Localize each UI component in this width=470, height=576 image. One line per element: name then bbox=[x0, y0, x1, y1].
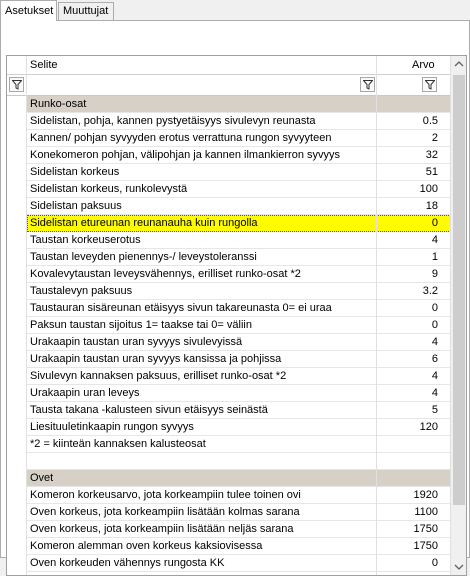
table-row[interactable] bbox=[7, 368, 450, 385]
setting-value[interactable]: 51 bbox=[425, 166, 438, 178]
table-row[interactable] bbox=[7, 402, 450, 419]
table-row[interactable] bbox=[7, 198, 450, 215]
row-indicator bbox=[7, 164, 26, 181]
column-header-arvo[interactable]: Arvo bbox=[412, 59, 435, 71]
setting-value[interactable] bbox=[377, 453, 438, 469]
settings-grid bbox=[6, 55, 467, 576]
table-row[interactable] bbox=[7, 283, 450, 300]
table-row[interactable] bbox=[7, 436, 450, 453]
setting-description: Urakaapin taustan uran syvyys kansissa ja pohjissa bbox=[30, 353, 282, 365]
funnel-icon bbox=[363, 80, 373, 90]
vertical-scrollbar[interactable] bbox=[450, 56, 467, 575]
grid-header bbox=[7, 56, 450, 75]
row-indicator bbox=[7, 521, 26, 538]
row-indicator bbox=[7, 453, 26, 470]
setting-description bbox=[30, 453, 375, 469]
setting-value[interactable]: 1750 bbox=[413, 523, 438, 535]
setting-value[interactable]: 0 bbox=[431, 319, 438, 331]
row-indicator bbox=[7, 487, 26, 504]
row-indicator bbox=[7, 215, 26, 232]
table-row[interactable] bbox=[7, 419, 450, 436]
setting-value[interactable]: 0 bbox=[431, 557, 438, 569]
setting-value[interactable]: 3.2 bbox=[422, 285, 438, 297]
setting-value[interactable]: 0.5 bbox=[422, 115, 438, 127]
row-indicator bbox=[7, 402, 26, 419]
setting-description: Oven korkeus, jota korkeampiin lisätään neljäs sarana bbox=[30, 523, 294, 535]
settings-panel bbox=[0, 20, 470, 569]
setting-value[interactable]: 1100 bbox=[414, 506, 438, 518]
setting-description: Sivulevyn kannaksen paksuus, erilliset runko-osat *2 bbox=[30, 370, 287, 382]
grid-rows bbox=[7, 96, 450, 572]
table-row[interactable] bbox=[7, 266, 450, 283]
row-filter-button[interactable] bbox=[9, 77, 24, 92]
setting-description: Sidelistan, pohja, kannen pystyetäisyys sivulevyn reunasta bbox=[30, 115, 316, 127]
setting-value[interactable]: 5 bbox=[431, 404, 438, 416]
funnel-icon bbox=[12, 80, 22, 90]
group-title: Ovet bbox=[30, 472, 54, 484]
group-title: Runko-osat bbox=[30, 98, 87, 110]
table-row[interactable] bbox=[7, 181, 450, 198]
tab-bar bbox=[0, 0, 470, 21]
row-indicator bbox=[7, 249, 26, 266]
table-row[interactable] bbox=[7, 317, 450, 334]
table-row[interactable] bbox=[7, 334, 450, 351]
table-row[interactable] bbox=[7, 249, 450, 266]
table-row[interactable] bbox=[7, 521, 450, 538]
setting-description: Taustan korkeuserotus bbox=[30, 234, 141, 246]
column-header-selite[interactable]: Selite bbox=[30, 59, 58, 71]
setting-value[interactable]: 100 bbox=[419, 183, 438, 195]
setting-value[interactable] bbox=[377, 436, 438, 452]
table-row[interactable] bbox=[7, 300, 450, 317]
table-row[interactable] bbox=[7, 113, 450, 130]
chevron-up-icon bbox=[451, 56, 467, 73]
setting-description: Taustalevyn paksuus bbox=[30, 285, 133, 297]
row-indicator bbox=[7, 436, 26, 453]
scroll-up-button[interactable] bbox=[451, 56, 467, 73]
setting-value[interactable]: 4 bbox=[431, 370, 438, 382]
arvo-filter-button[interactable] bbox=[422, 77, 437, 92]
setting-value[interactable]: 6 bbox=[431, 353, 438, 365]
chevron-down-icon bbox=[451, 558, 467, 575]
setting-description: *2 = kiinteän kannaksen kalusteosat bbox=[30, 438, 206, 450]
row-indicator bbox=[7, 334, 26, 351]
scroll-down-button[interactable] bbox=[451, 558, 467, 575]
setting-value[interactable]: 4 bbox=[431, 234, 438, 246]
row-indicator bbox=[7, 317, 26, 334]
tab-muuttujat[interactable]: Muuttujat bbox=[58, 2, 114, 20]
setting-description: Sidelistan korkeus bbox=[30, 166, 120, 178]
setting-value[interactable]: 18 bbox=[425, 200, 438, 212]
setting-value[interactable]: 4 bbox=[431, 387, 438, 399]
row-indicator bbox=[7, 504, 26, 521]
setting-value[interactable]: 9 bbox=[431, 268, 438, 280]
setting-value[interactable]: 0 bbox=[431, 302, 438, 314]
setting-description: Taustauran sisäreunan etäisyys sivun takareunasta 0= ei uraa bbox=[30, 302, 332, 314]
setting-description: Kovalevytaustan leveysvähennys, erilliset runko-osat *2 bbox=[30, 268, 301, 280]
selite-filter-button[interactable] bbox=[360, 77, 375, 92]
column-divider bbox=[376, 56, 377, 575]
group-row[interactable] bbox=[7, 96, 450, 113]
setting-description: Liesituuletinkaapin rungon syvyys bbox=[30, 421, 194, 433]
row-indicator bbox=[7, 470, 26, 487]
setting-value[interactable]: 32 bbox=[425, 149, 438, 161]
selected-row[interactable] bbox=[7, 215, 450, 232]
setting-value[interactable]: 4 bbox=[431, 336, 438, 348]
setting-description: Komeron korkeusarvo, jota korkeampiin tulee toinen ovi bbox=[30, 489, 301, 501]
setting-description: Urakaapin taustan uran syvyys sivulevyissä bbox=[30, 336, 243, 348]
setting-description: Kannen/ pohjan syvyyden erotus verrattuna rungon syvyyteen bbox=[30, 132, 332, 144]
row-indicator bbox=[7, 198, 26, 215]
row-indicator bbox=[7, 351, 26, 368]
setting-value[interactable]: 1 bbox=[431, 251, 438, 263]
setting-value[interactable]: 2 bbox=[431, 132, 438, 144]
setting-description: Tausta takana -kalusteen sivun etäisyys seinästä bbox=[30, 404, 268, 416]
table-row[interactable] bbox=[7, 538, 450, 555]
row-indicator bbox=[7, 300, 26, 317]
setting-description: Oven korkeus, jota korkeampiin lisätään kolmas sarana bbox=[30, 506, 300, 518]
row-indicator bbox=[7, 113, 26, 130]
table-row[interactable] bbox=[7, 164, 450, 181]
setting-description: Urakaapin uran leveys bbox=[30, 387, 140, 399]
tab-asetukset[interactable]: Asetukset bbox=[0, 0, 57, 21]
funnel-icon bbox=[425, 80, 435, 90]
row-indicator bbox=[7, 283, 26, 300]
setting-value[interactable]: 1750 bbox=[413, 540, 438, 552]
setting-description: Sidelistan etureunan reunanauha kuin rungolla bbox=[30, 217, 258, 229]
table-row[interactable] bbox=[7, 487, 450, 504]
row-indicator bbox=[7, 419, 26, 436]
table-row[interactable] bbox=[7, 232, 450, 249]
setting-description: Oven korkeuden vähennys rungosta KK bbox=[30, 557, 225, 569]
scroll-thumb[interactable] bbox=[453, 75, 465, 505]
table-row[interactable] bbox=[7, 385, 450, 402]
table-row[interactable] bbox=[7, 147, 450, 164]
row-indicator bbox=[7, 130, 26, 147]
setting-description: Konekomeron pohjan, välipohjan ja kannen ilmankierron syvyys bbox=[30, 149, 341, 161]
indicator-divider bbox=[26, 56, 27, 575]
row-indicator bbox=[7, 266, 26, 283]
table-row[interactable] bbox=[7, 453, 450, 470]
group-row[interactable] bbox=[7, 470, 450, 487]
row-indicator bbox=[7, 385, 26, 402]
setting-description: Sidelistan korkeus, runkolevystä bbox=[30, 183, 188, 195]
row-indicator bbox=[7, 368, 26, 385]
table-row[interactable] bbox=[7, 351, 450, 368]
setting-value[interactable]: 120 bbox=[419, 421, 438, 433]
setting-value[interactable]: 0 bbox=[431, 217, 438, 229]
setting-description: Paksun taustan sijoitus 1= taakse tai 0= väliin bbox=[30, 319, 252, 331]
setting-description: Taustan leveyden pienennys-/ leveystoleranssi bbox=[30, 251, 257, 263]
row-indicator bbox=[7, 232, 26, 249]
row-indicator bbox=[7, 538, 26, 555]
table-row[interactable] bbox=[7, 504, 450, 521]
table-row[interactable] bbox=[7, 130, 450, 147]
filter-row bbox=[7, 75, 450, 96]
setting-value[interactable]: 1920 bbox=[413, 489, 438, 501]
row-indicator bbox=[7, 96, 26, 113]
setting-description: Komeron alemman oven korkeus kaksiovisessa bbox=[30, 540, 263, 552]
row-indicator bbox=[7, 147, 26, 164]
row-indicator bbox=[7, 181, 26, 198]
setting-description: Sidelistan paksuus bbox=[30, 200, 122, 212]
